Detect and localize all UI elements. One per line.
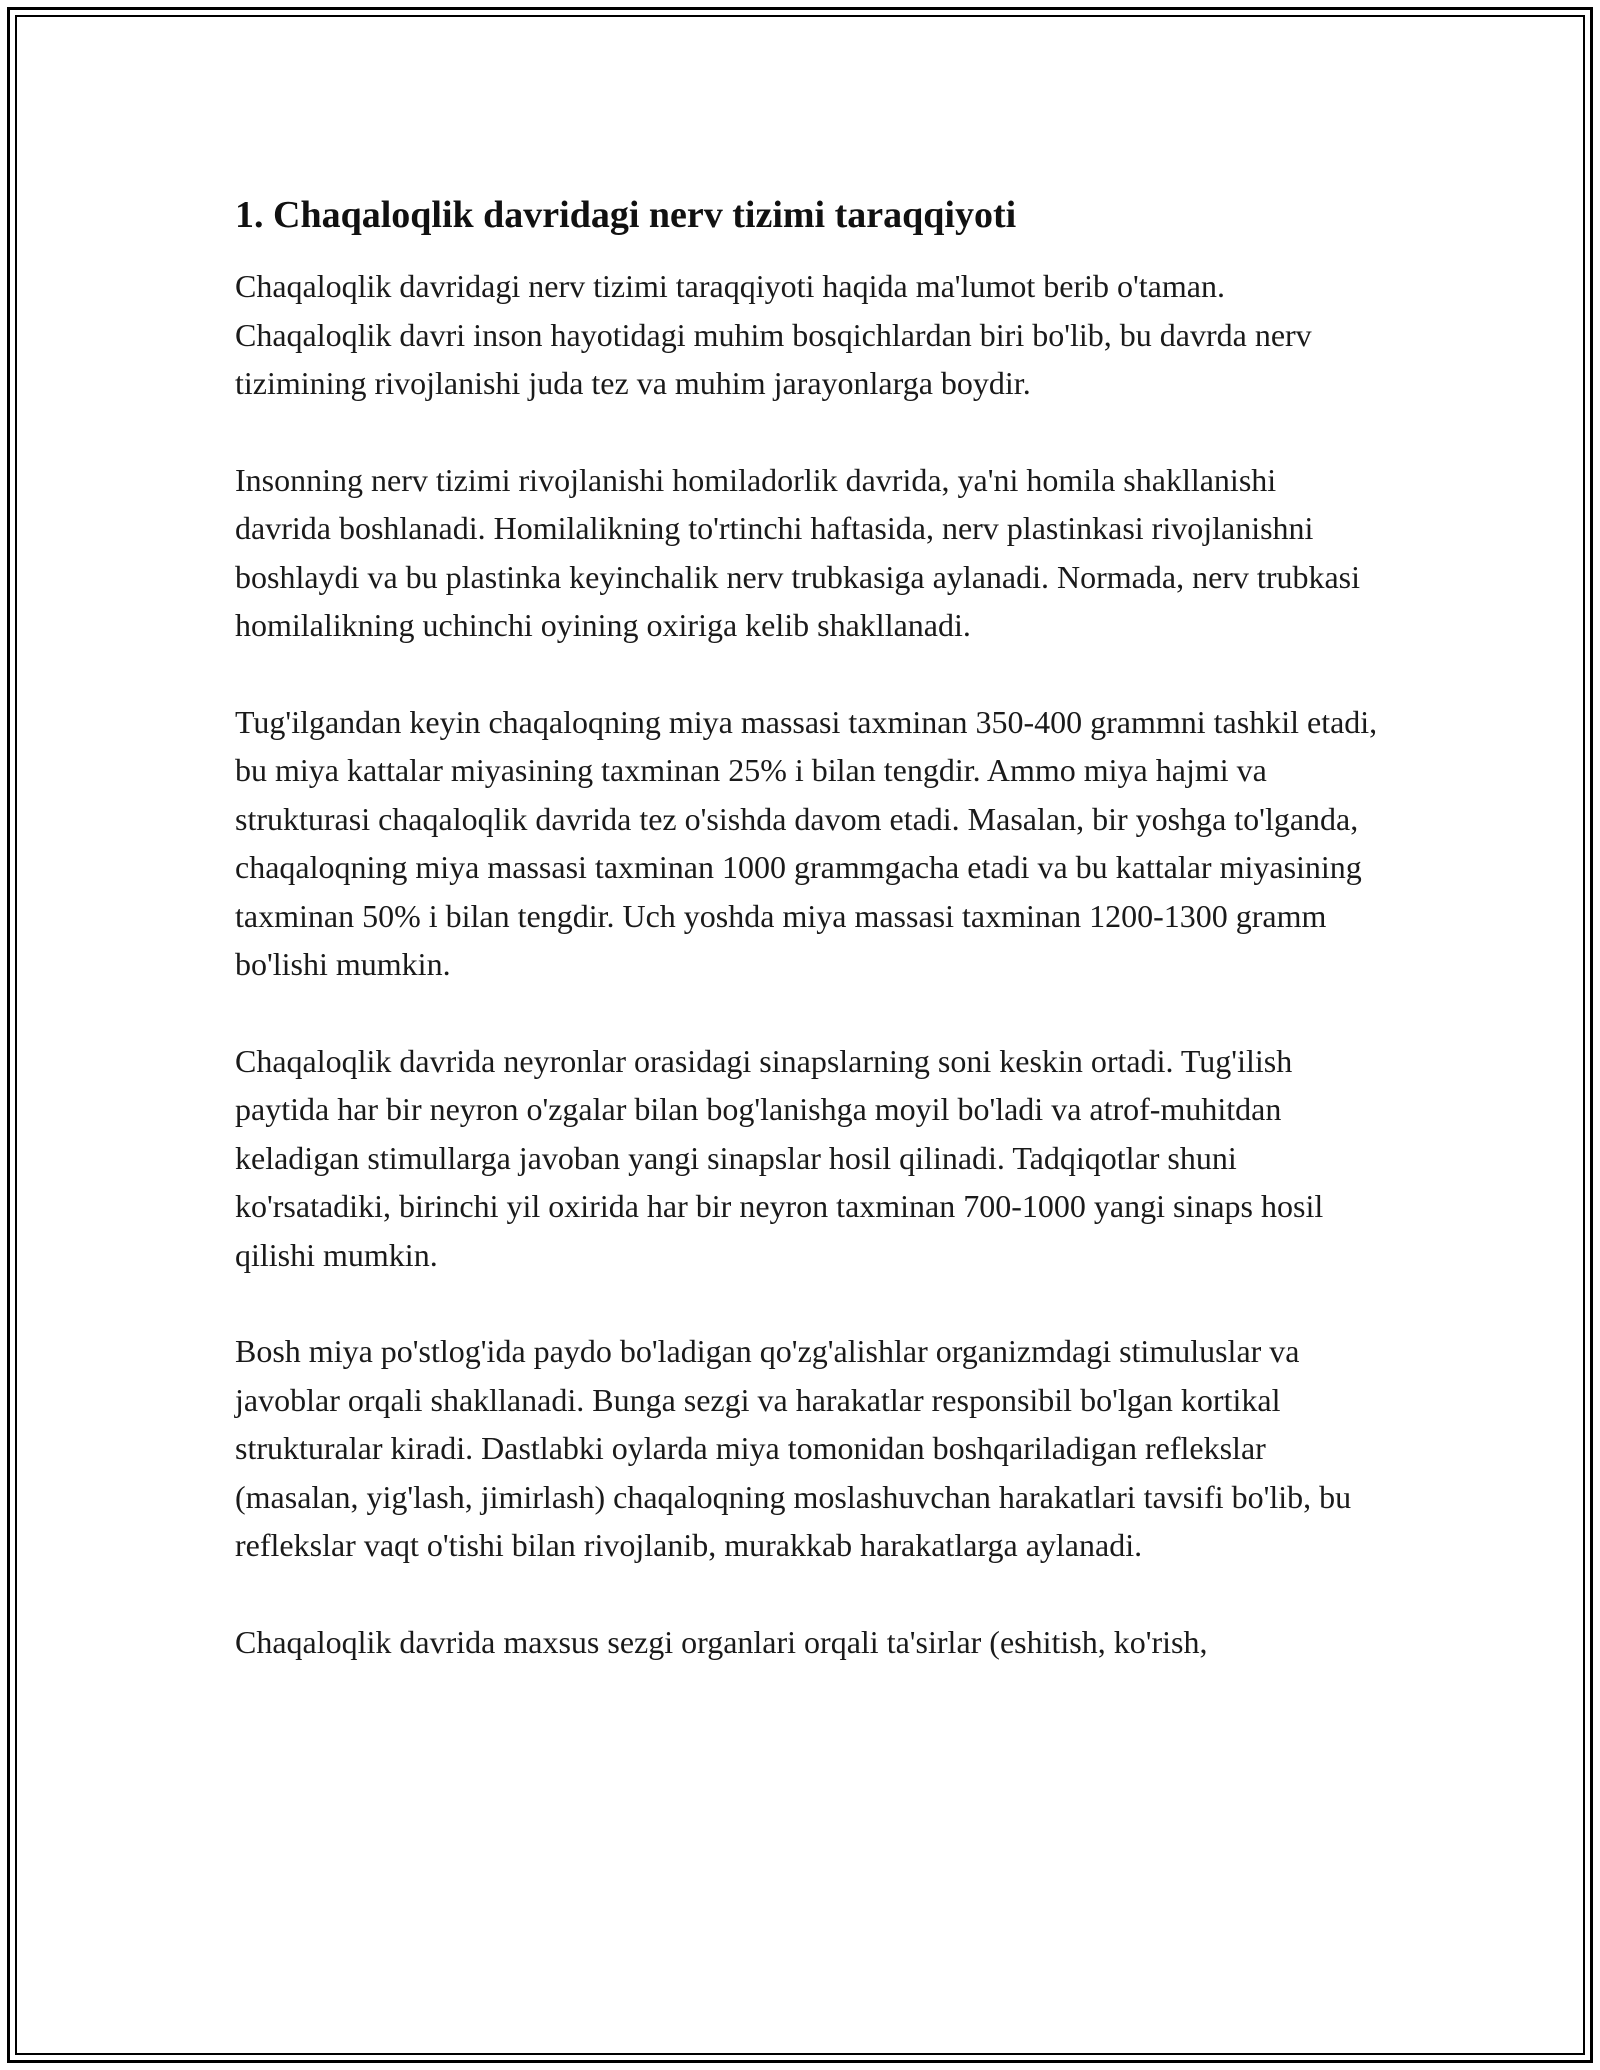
paragraph-intro: Chaqaloqlik davridagi nerv tizimi taraqqiyoti haqida ma'lumot berib o'taman. Chaqaloqlik davri inson hayotidagi muhim bosqichlardan biri bo'lib, bu davrda nerv tizimining rivojlanishi juda tez va muhim jarayonlarga boydir. — [235, 268, 1312, 401]
section-heading: 1. Chaqaloqlik davridagi nerv tizimi taraqqiyoti — [235, 194, 1017, 236]
paragraph-senses: Chaqaloqlik davrida maxsus sezgi organlari orqali ta'sirlar (eshitish, ko'rish, — [235, 1623, 1208, 1660]
paragraph-reflexes: Bosh miya po'stlog'ida paydo bo'ladigan qo'zg'alishlar organizmdagi stimuluslar va javoblar orqali shakllanadi. Bunga sezgi va harakatlar responsibil bo'lgan kortikal strukturalar kiradi. Dastlabki oylarda miya tomonidan boshqariladigan reflekslar (masalan, yig'lash, jimirlash) chaqaloqning moslashuvchan harakatlari tavsifi bo'lib, bu reflekslar vaqt o'tishi bilan rivojlanib, murakkab harakatlarga aylanadi. — [235, 1333, 1352, 1563]
paragraph-brain-mass: Tug'ilgandan keyin chaqaloqning miya massasi taxminan 350-400 grammni tashkil etadi, bu miya kattalar miyasining taxminan 25% i bilan tengdir. Ammo miya hajmi va strukturasi chaqaloqlik davrida tez o'sishda davom etadi. Masalan, bir yoshga to'lganda, chaqaloqning miya massasi taxminan 1000 grammgacha etadi va bu kattalar miyasining taxminan 50% i bilan tengdir. Uch yoshda miya massasi taxminan 1200-1300 gramm bo'lishi mumkin. — [235, 703, 1378, 982]
paragraph-synapses: Chaqaloqlik davrida neyronlar orasidagi sinapslarning soni keskin ortadi. Tug'ilish paytida har bir neyron o'zgalar bilan bog'lanishga moyil bo'ladi va atrof-muhitdan keladigan stimullarga javoban yangi sinapslar hosil qilinadi. Tadqiqotlar shuni ko'rsatadiki, birinchi yil oxirida har bir neyron taxminan 700-1000 yangi sinaps hosil qilishi mumkin. — [235, 1042, 1324, 1273]
paragraph-prenatal-development: Insonning nerv tizimi rivojlanishi homiladorlik davrida, ya'ni homila shakllanishi davrida boshlanadi. Homilalikning to'rtinchi haftasida, nerv plastinkasi rivojlanishni boshlaydi va bu plastinka keyinchalik nerv trubkasiga aylanadi. Normada, nerv trubkasi homilalikning uchinchi oyining oxiriga kelib shakllanadi. — [235, 461, 1361, 643]
document-body — [235, 190, 1380, 1714]
